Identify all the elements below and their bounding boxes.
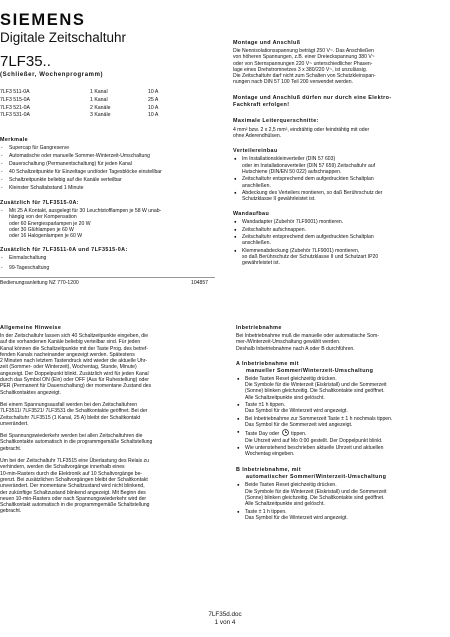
montage-text bbox=[233, 48, 443, 86]
text-line: Zeitschaltuhr 7LF3515 (1 Kanal, 25 A) bleibt der Schaltkontakt bbox=[0, 414, 141, 421]
text-fragment: Taste Day oder bbox=[245, 431, 280, 438]
manual-footer bbox=[0, 280, 215, 287]
zusatz-25a-heading: Zusätzlich für 7LF3515-0A: bbox=[0, 199, 79, 206]
text-line: ● Wie untenstehend beschrieben aktuelle Uhrzeit und aktuellen bbox=[245, 444, 384, 451]
list-item bbox=[233, 248, 443, 267]
list-item: - Kleinster Schaltabstand 1 Minute bbox=[0, 185, 215, 191]
wand-list bbox=[233, 219, 443, 266]
text-line: Schaltkontakt automatisch in die programmgemäße Schaltstellung bbox=[0, 502, 150, 509]
list-item: - Einmalschaltung bbox=[0, 255, 215, 261]
model-row bbox=[0, 89, 215, 97]
section-b-list bbox=[236, 482, 446, 521]
text-line: nungen nach DIN 57 100 Teil 200 verwendet werden. bbox=[233, 79, 353, 86]
text-line: In der Zeitschaltuhr lassen sich 40 Schaltzeitpunkte eingeben, die bbox=[0, 333, 149, 339]
text-line: ● Zeitschaltuhr entsprechend dem aufgedruckten Schaltplan bbox=[242, 176, 374, 183]
list-item bbox=[236, 376, 446, 401]
text-line: (Sonne) blinken gleichzeitig. Die Schaltkontakte sind geöffnet. bbox=[245, 388, 385, 395]
text-line: durch das Symbol ON (Ein) oder OFF (Aus für Ruhestellung) oder bbox=[0, 377, 149, 384]
verteiler-list bbox=[233, 156, 443, 202]
electrician-warning bbox=[233, 95, 443, 109]
text-line: Alle Schaltzeitpunkte sind gelöscht. bbox=[245, 394, 325, 401]
model-number: 7LF3 515-0A bbox=[0, 96, 30, 103]
text-line: 7LF3511/ 7LF3521/ 7LF3531 die Schaltkontakte geöffnet. Bei der bbox=[0, 408, 148, 415]
list-item bbox=[236, 445, 446, 458]
text-line: ohne Aderendhülsen. bbox=[233, 133, 282, 140]
model-current: 10 A bbox=[148, 112, 159, 119]
right-top-column bbox=[233, 40, 443, 267]
document-subtitle: (Schließer, Wochenprogramm) bbox=[0, 72, 104, 78]
verteiler-heading: Verteilereinbau bbox=[233, 148, 278, 155]
merkmale-heading: Merkmale bbox=[0, 137, 29, 144]
text-line: Deshalb Inbetriebnahme nach A oder B durchführen. bbox=[236, 345, 355, 352]
text-line: anschließen. bbox=[242, 182, 271, 189]
text-line: neuen 10-min-Rasters oder nach Spannungswiederkehr wird der bbox=[0, 495, 147, 502]
model-number: 7LF3 511-0A bbox=[0, 89, 30, 95]
hinweise-paragraph-1 bbox=[0, 333, 222, 396]
list-item bbox=[233, 234, 443, 247]
list-item bbox=[233, 156, 443, 175]
text-line: Die Nennisolationsspannung beträgt 250 V~. Das Anschließen bbox=[233, 48, 374, 54]
warning-line: Fachkraft erfolgen! bbox=[233, 101, 290, 108]
document-title: Digitale Zeitschaltuhr bbox=[0, 30, 127, 45]
list-item bbox=[233, 227, 443, 233]
list-item bbox=[236, 429, 446, 444]
text-line: Schaltkontaktes angezeigt. bbox=[0, 389, 61, 396]
text-line: Bei Inbetriebnahme muß die manuelle oder automatische Som- bbox=[236, 333, 379, 339]
text-line: mer-/Winterzeit-Umschaltung gewählt werden. bbox=[236, 339, 341, 346]
left-top-column bbox=[0, 12, 215, 287]
text-line: 4 mm² bzw. 2 x 2,5 mm², eindrähtig oder feindrähtig mit oder bbox=[233, 126, 370, 133]
text-line: ● Taste ± 1 h tippen. bbox=[245, 508, 287, 515]
siemens-logo: SIEMENS bbox=[0, 11, 86, 29]
text-line: ● Zeitschaltuhr entsprechend dem aufgedruckten Schaltplan bbox=[242, 234, 374, 241]
file-name: 7LF35d.doc bbox=[208, 611, 242, 618]
text-line: zeit (Sommer- oder Winterzeit), Wochentag, Stunde, Minute) bbox=[0, 364, 137, 371]
text-line: ● Beide Tasten Reset gleichzeitig drücken. bbox=[245, 482, 337, 489]
heading-line: automatischer Sommer/Winterzeit-Umschaltung bbox=[246, 474, 387, 481]
footer-divider bbox=[0, 277, 215, 278]
model-row bbox=[0, 112, 215, 120]
model-table bbox=[0, 89, 215, 120]
text-line: Das Symbol für die Sommerzeit wird angezeigt. bbox=[245, 421, 353, 428]
list-item bbox=[236, 402, 446, 415]
wand-heading: Wandaufbau bbox=[233, 211, 270, 218]
model-current: 25 A bbox=[148, 96, 159, 103]
text-line: oder von Sternspannungen 220 V~ unterschiedlicher Phasen- bbox=[233, 60, 373, 67]
heading-line: B Inbetriebnahme, mit bbox=[236, 467, 302, 474]
text-line: Kanal können die Schaltzeitpunkte mit der Taste Prog. des betref- bbox=[0, 345, 148, 352]
hinweise-paragraph-4 bbox=[0, 458, 222, 515]
text-line: verhindern, werden die Schaltvorgänge innerhalb eines bbox=[0, 464, 125, 471]
list-item bbox=[236, 509, 446, 522]
text-line: Die Symbole für die Winterzeit (Eiskristall) und die Sommerzeit bbox=[245, 382, 387, 389]
page-number: 1 von 4 bbox=[214, 619, 236, 626]
text-fragment: tippen. bbox=[291, 431, 307, 438]
right-bottom-column bbox=[236, 325, 446, 521]
text-line: ● Beide Tasten Reset gleichzeitig drücken. bbox=[245, 375, 337, 382]
text-line: Bei einem Spannungsausfall werden bei den Zeitschaltuhren bbox=[0, 401, 138, 408]
text-line: gebracht. bbox=[0, 508, 22, 515]
leiter-text bbox=[233, 127, 443, 140]
text-line: angezeigt. Der Doppelpunkt blinkt. Zusätzlich wird für jeden Kanal bbox=[0, 370, 149, 377]
list-item: - Schaltzeitpunkte beliebig auf die Kanäle verteilbar bbox=[0, 177, 215, 183]
section-b-heading bbox=[236, 467, 446, 481]
warning-line: Montage und Anschluß dürfen nur durch eine Elektro- bbox=[233, 94, 392, 101]
text-line: Wochentag eingeben. bbox=[245, 451, 295, 458]
text-line: oder 60 Energiesparlampen je 20 W bbox=[9, 220, 91, 227]
zusatz-einmal-heading: Zusätzlich für 7LF3511-0A und 7LF3515-0A: bbox=[0, 247, 128, 254]
text-line: ● Wandadapter (Zubehör 7LF9001) montieren. bbox=[242, 219, 344, 226]
model-channels: 1 Kanal bbox=[90, 96, 108, 103]
list-item: - Dauerschaltung (Permanentschaltung) für jeden Kanal bbox=[0, 161, 215, 167]
hinweise-paragraph-3 bbox=[0, 433, 222, 452]
model-number: 7LF3 521-0A bbox=[0, 104, 30, 111]
inbetrieb-heading: Inbetriebnahme bbox=[236, 325, 282, 331]
text-line: - Mit 25 A Kontakt, ausgelegt für 30 Leuchtstofflampen je 58 W unab- bbox=[9, 207, 162, 214]
model-title: 7LF35.. bbox=[0, 53, 51, 70]
text-line: gewährleistet ist. bbox=[242, 260, 280, 267]
text-line: lage eines Drehstromnetzes 3 x 380/220 V~, ist unzulässig. bbox=[233, 66, 368, 73]
montage-heading: Montage und Anschluß bbox=[233, 40, 301, 46]
text-line: ● Zeitschaltuhr aufschnappen. bbox=[242, 226, 306, 233]
model-number: 7LF3 531-0A bbox=[0, 112, 30, 119]
text-line: grenzt. Bei zusätzlichen Schaltvorgängen bleibt der Schaltkontakt bbox=[0, 476, 148, 483]
clock-key-icon bbox=[282, 429, 289, 436]
text-line: Hutschiene (DIN/EN 50 022) aufschnappen. bbox=[242, 168, 342, 175]
text-line: Die Uhrzeit wird auf Mo 0:00 gestellt. Der Doppelpunkt blinkt. bbox=[245, 437, 383, 444]
text-line: Die Symbole für die Winterzeit (Eiskristall) und die Sommerzeit bbox=[245, 488, 387, 495]
text-line: so daß Berührschutz der Schutzklasse II und Schutzart IP20 bbox=[242, 253, 379, 260]
model-row bbox=[0, 97, 215, 105]
model-current: 10 A bbox=[148, 104, 159, 111]
inbetrieb-text bbox=[236, 333, 446, 352]
heading-line: manueller Sommer/Winterzeit-Umschaltung bbox=[246, 367, 374, 374]
zusatz-einmal-list bbox=[0, 255, 215, 271]
text-line: fenden Kanals nacheinander angezeigt werden. Spätestens bbox=[0, 351, 135, 358]
text-line: Das Symbol für die Winterzeit wird angezeigt. bbox=[245, 408, 348, 415]
text-line: unverändert. Der momentane Schaltzustand wird nicht blinkend, bbox=[0, 483, 145, 490]
list-item bbox=[233, 219, 443, 225]
text-line: Alle Schaltzeitpunkte sind gelöscht. bbox=[245, 501, 325, 508]
text-line: oder im Installationsverteiler (DIN 57 659) Zeitschaltuhr auf bbox=[242, 162, 376, 169]
text-line: der zukünftige Schaltzustand blinkend angezeigt. Mit Beginn des bbox=[0, 489, 146, 496]
text-line: ● Taste ±1 h tippen. bbox=[245, 402, 286, 409]
list-item: - 40 Schaltzeitpunkte für Einzeltage und/oder Tagesblöcke einstellbar bbox=[0, 169, 215, 175]
text-line: anschließen. bbox=[242, 240, 271, 247]
text-line: Schutzklasse II gewährleistet ist. bbox=[242, 196, 316, 203]
text-line: von höheren Spannungen, z.B. einer Dreieckspannung 380 V~ bbox=[233, 54, 375, 61]
text-line: oder 16 Halogenlampen je 60 W bbox=[9, 233, 83, 240]
text-line: hängig von der Kompensation bbox=[9, 214, 77, 221]
list-item: - 99-Tageschaltung bbox=[0, 265, 215, 271]
list-item bbox=[233, 190, 443, 203]
model-channels: 3 Kanäle bbox=[90, 112, 111, 119]
text-line: auf die vorhandenen Kanäle beliebig verteilbar sind. Für jeden bbox=[0, 339, 141, 346]
merkmale-list bbox=[0, 145, 215, 191]
model-channels: 2 Kanäle bbox=[90, 104, 111, 111]
zusatz-25a-text bbox=[0, 208, 215, 239]
text-line: Schaltkontakte automatisch in die programmgemäße Schaltstellung bbox=[0, 439, 153, 446]
section-a-heading bbox=[236, 361, 446, 375]
text-line: ● Bei Inbetriebnahme zur Sommerzeit Taste ± 1 h nochmals tippen. bbox=[245, 415, 393, 422]
heading-line: A Inbetriebnahme mit bbox=[236, 360, 299, 367]
text-line: Die Zeitschaltuhr darf nicht zum Schalten von Schutzkleinspan- bbox=[233, 73, 376, 80]
text-line: 10-min-Rasters durch die Elektronik auf 10 Schaltvorgänge be- bbox=[0, 470, 143, 477]
left-bottom-column bbox=[0, 325, 222, 515]
text-line: Um bei der Zeitschaltuhr 7LF3515 eine Überlastung des Relais zu bbox=[0, 458, 149, 465]
list-item: - Supercap für Gangreserve bbox=[0, 145, 215, 151]
text-line: PER (Permanent für Dauerschaltung) der momentane Zustand des bbox=[0, 383, 152, 390]
text-line: ● Abdeckung des Verteilers montieren, so daß Berührschutz der bbox=[242, 189, 383, 196]
list-item bbox=[236, 416, 446, 429]
section-a-list bbox=[236, 376, 446, 458]
model-channels: 1 Kanal bbox=[90, 89, 108, 95]
hinweise-heading: Allgemeine Hinweise bbox=[0, 325, 62, 331]
list-item bbox=[236, 482, 446, 507]
text-line bbox=[245, 429, 446, 437]
model-row bbox=[0, 105, 215, 113]
text-line: oder 30 Glühlampen je 60 W bbox=[9, 226, 74, 233]
text-line: 2 Minuten nach letztem Tastendruck wird wieder die aktuelle Uhr- bbox=[0, 358, 148, 365]
text-line: Das Symbol für die Winterzeit wird angezeigt. bbox=[245, 514, 348, 521]
text-line: Bei Spannungswiederkehr werden bei allen Zeitschaltuhren die bbox=[0, 433, 143, 440]
list-item: - Automatische oder manuelle Sommer-Winterzeit-Umschaltung bbox=[0, 153, 215, 159]
text-line: ● Im Installationskleinverteiler (DIN 57 603) bbox=[242, 156, 336, 163]
list-item bbox=[233, 176, 443, 189]
manual-reference: Bedienungsanleitung NZ 770-1200 bbox=[0, 280, 79, 287]
text-line: (Sonne) blinken gleichzeitig. Die Schaltkontakte sind geöffnet. bbox=[245, 495, 385, 502]
text-line: gebracht. bbox=[0, 445, 22, 452]
text-line: unverändert. bbox=[0, 420, 29, 427]
model-current: 10 A bbox=[148, 89, 159, 95]
manual-number: 104857 bbox=[191, 280, 208, 287]
leiter-heading: Maximale Leiterquerschnitte: bbox=[233, 117, 319, 124]
text-line: ● Klemmenabdeckung (Zubehör 7LF9001) montieren, bbox=[242, 247, 360, 254]
hinweise-paragraph-2 bbox=[0, 402, 222, 427]
